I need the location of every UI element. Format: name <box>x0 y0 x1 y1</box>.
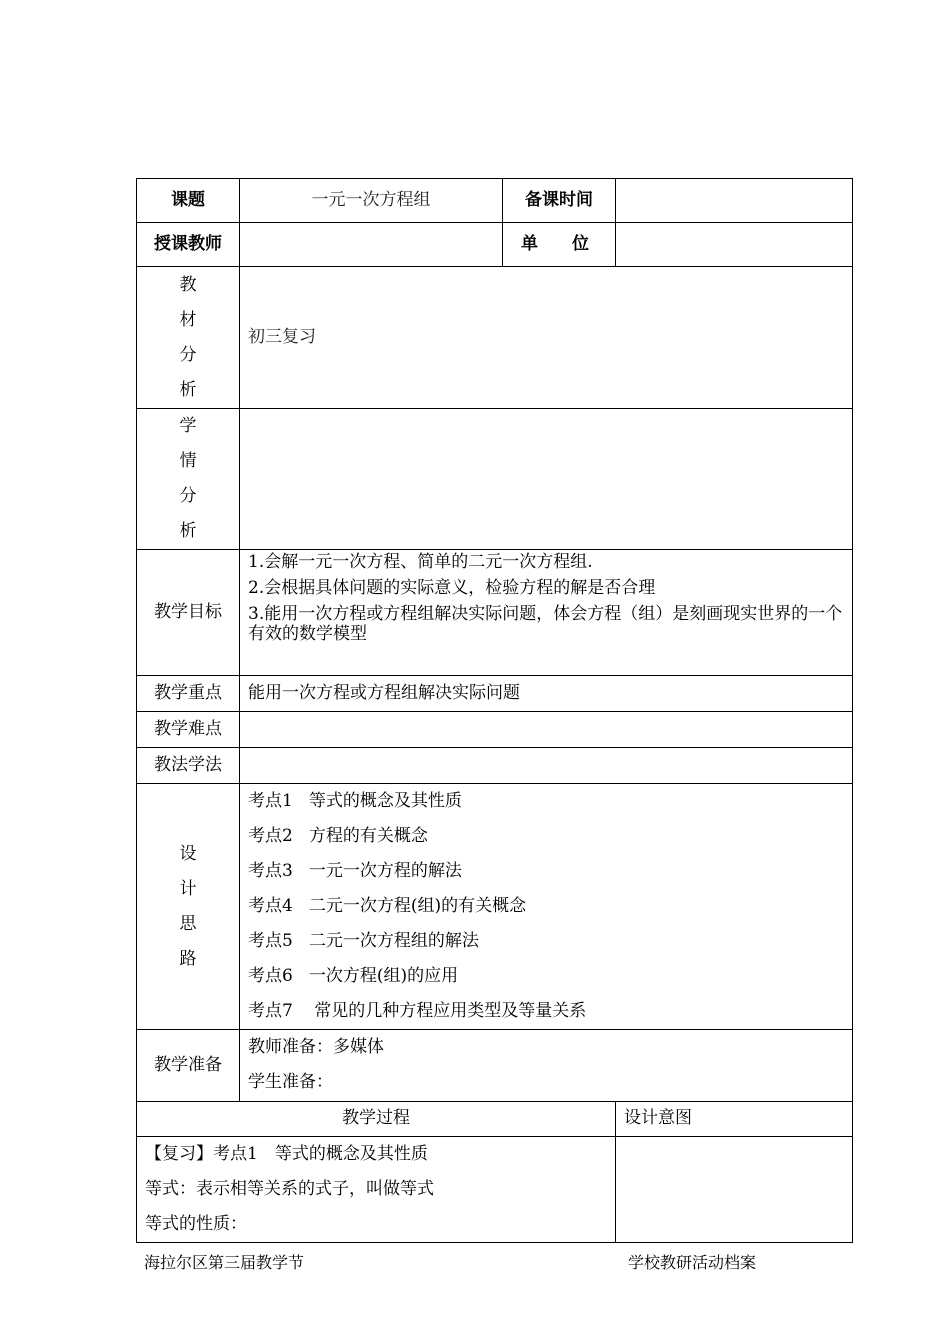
method-value <box>240 748 853 784</box>
method-label: 教法学法 <box>137 748 240 784</box>
textbook-label: 教 材 分 析 <box>137 267 240 409</box>
topic-value: 一元一次方程组 <box>240 179 503 223</box>
difficult-value <box>240 712 853 748</box>
process-content <box>137 1137 616 1243</box>
teacher-value <box>240 223 503 267</box>
row-method <box>137 748 853 784</box>
row-topic <box>137 179 853 223</box>
design-point: 考点5 二元一次方程组的解法 <box>248 931 479 951</box>
teacher-label: 授课教师 <box>137 223 240 267</box>
row-prep <box>137 1030 853 1102</box>
key-value: 能用一次方程或方程组解决实际问题 <box>240 676 853 712</box>
row-design <box>137 784 853 1030</box>
lesson-plan-table <box>136 178 853 1243</box>
prep-student: 学生准备： <box>248 1072 333 1092</box>
unit-value <box>616 223 853 267</box>
design-point: 考点4 二元一次方程(组)的有关概念 <box>248 896 527 916</box>
prep-time-label: 备课时间 <box>503 179 616 223</box>
goal-item: 1.会解一元一次方程、简单的二元一次方程组. <box>248 552 593 572</box>
student-label: 学 情 分 析 <box>137 409 240 550</box>
student-value <box>240 409 853 550</box>
prep-value <box>240 1030 853 1102</box>
topic-label: 课题 <box>137 179 240 223</box>
row-process-body <box>137 1137 853 1243</box>
row-difficult <box>137 712 853 748</box>
prep-time-value <box>616 179 853 223</box>
unit-label: 单 位 <box>503 223 616 267</box>
intent-content <box>616 1137 853 1243</box>
design-point: 考点1 等式的概念及其性质 <box>248 791 462 811</box>
row-textbook <box>137 267 853 409</box>
prep-label: 教学准备 <box>137 1030 240 1102</box>
key-label: 教学重点 <box>137 676 240 712</box>
design-point: 考点7 常见的几种方程应用类型及等量关系 <box>248 1001 587 1021</box>
row-key <box>137 676 853 712</box>
row-teacher <box>137 223 853 267</box>
footer-left: 海拉尔区第三届教学节 <box>144 1253 305 1272</box>
row-student <box>137 409 853 550</box>
process-line: 等式：表示相等关系的式子，叫做等式 <box>145 1179 434 1199</box>
row-process-header <box>137 1102 853 1137</box>
intent-label: 设计意图 <box>616 1102 853 1137</box>
goal-item: 3.能用一次方程或方程组解决实际问题，体会方程（组）是刻画现实世界的一个有效的数学模型 <box>248 604 843 644</box>
goals-list <box>240 550 853 676</box>
design-point: 考点3 一元一次方程的解法 <box>248 861 462 881</box>
row-goals <box>137 550 853 676</box>
design-label: 设 计 思 路 <box>137 784 240 1030</box>
difficult-label: 教学难点 <box>137 712 240 748</box>
footer-right: 学校教研活动档案 <box>628 1253 757 1272</box>
design-point: 考点2 方程的有关概念 <box>248 826 428 846</box>
design-point: 考点6 一次方程(组)的应用 <box>248 966 459 986</box>
goals-label: 教学目标 <box>137 550 240 676</box>
design-points <box>240 784 853 1030</box>
prep-teacher: 教师准备：多媒体 <box>248 1037 384 1057</box>
process-line: 等式的性质： <box>145 1214 247 1234</box>
textbook-value: 初三复习 <box>240 267 853 409</box>
goal-item: 2.会根据具体问题的实际意义，检验方程的解是否合理 <box>248 578 656 598</box>
process-label: 教学过程 <box>137 1102 616 1137</box>
process-line: 【复习】考点1 等式的概念及其性质 <box>145 1144 428 1164</box>
